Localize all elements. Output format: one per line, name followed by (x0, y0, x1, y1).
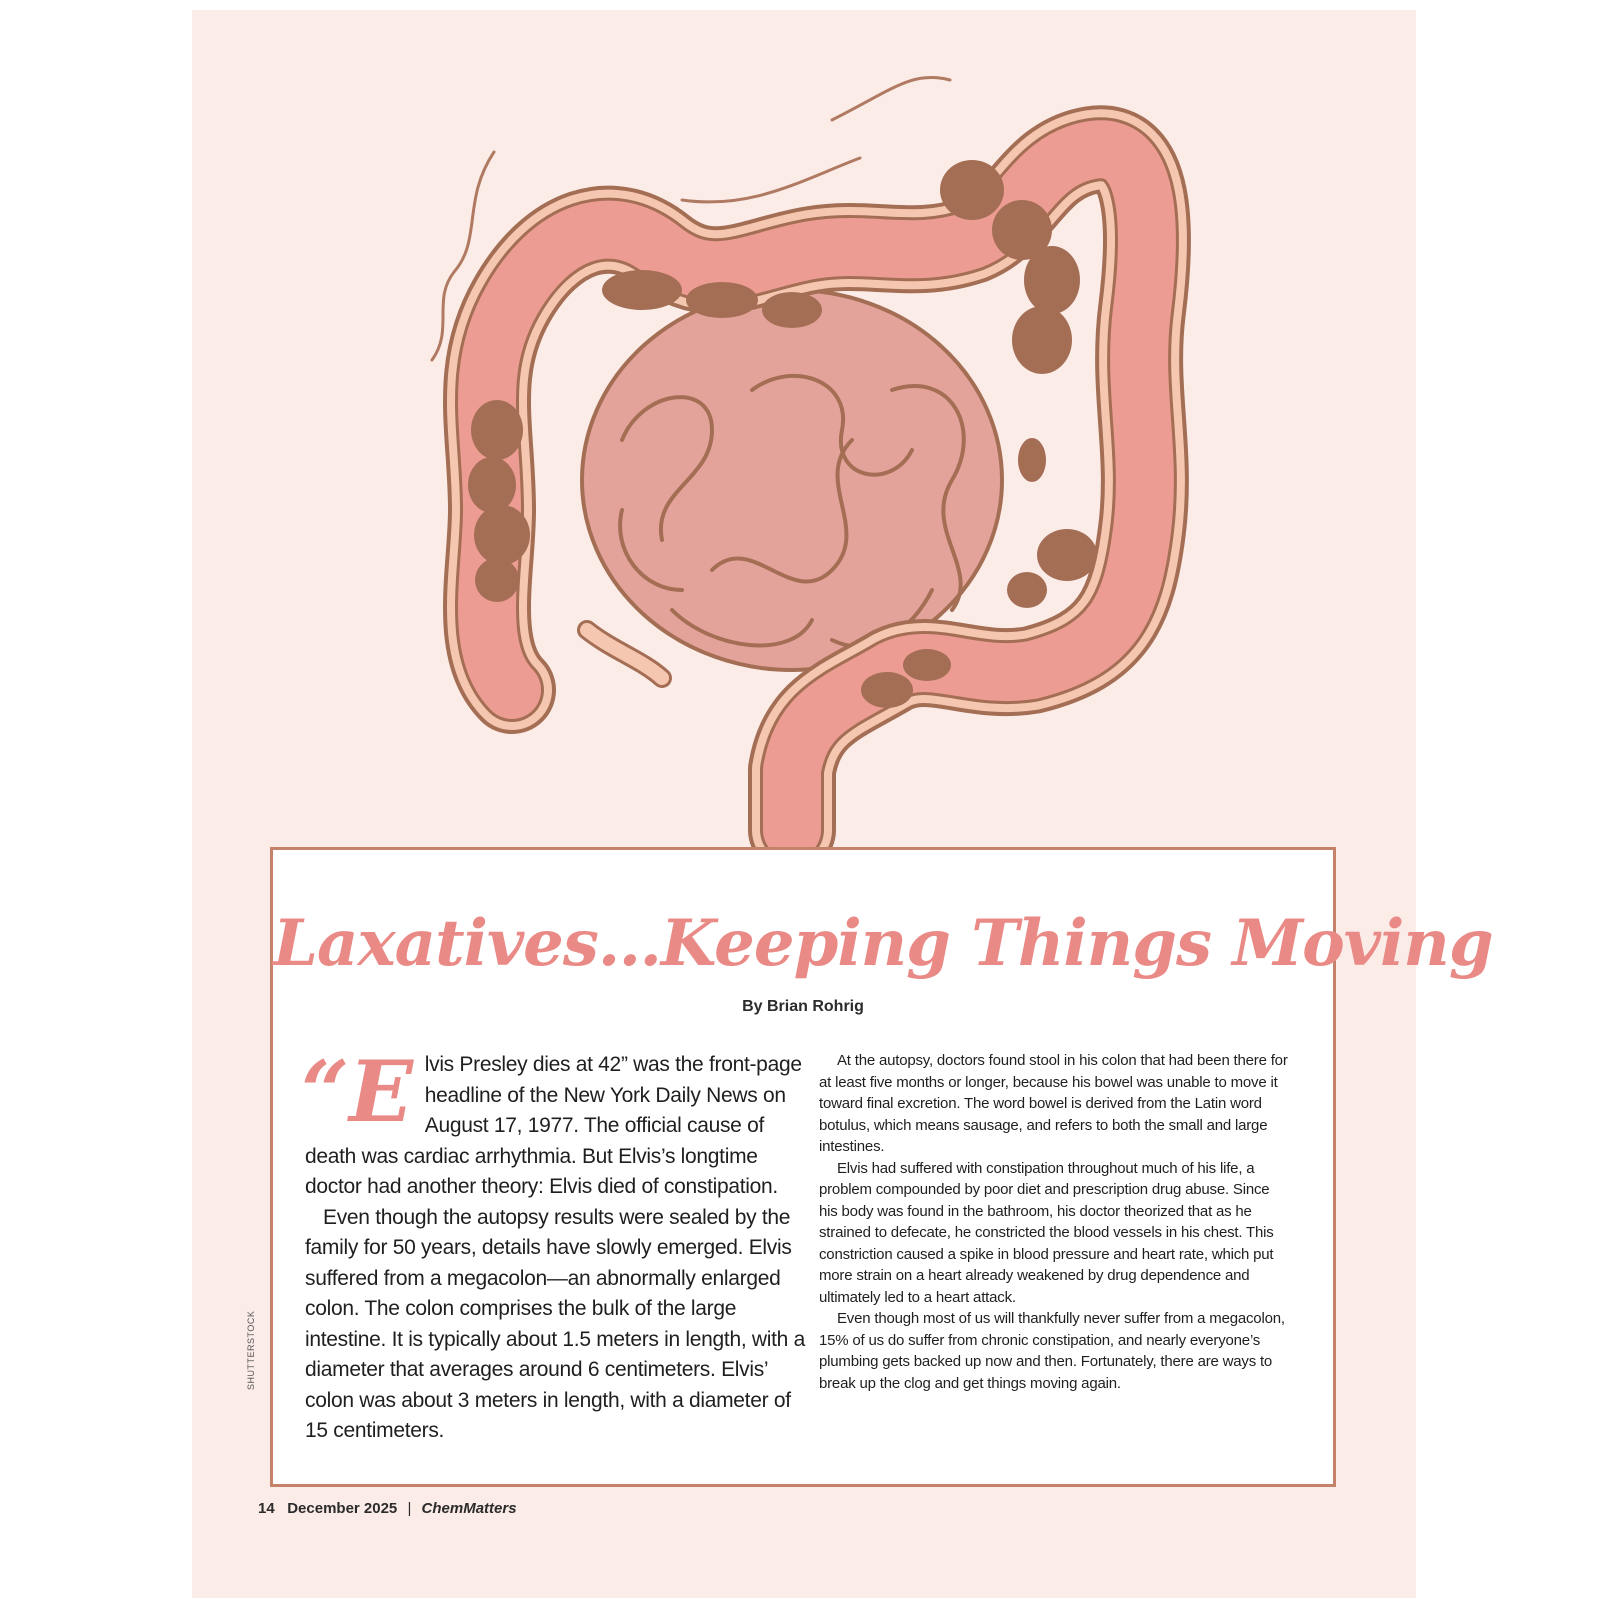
motion-line-top-1 (682, 158, 860, 202)
page-number: 14 (258, 1500, 275, 1517)
article-column-left (301, 1042, 805, 1447)
article-column-right (819, 1050, 1289, 1394)
paragraph: At the autopsy, doctors found stool in his colon that had been there for at least five months or longer, because his bowel was unable to move it toward final excretion. The word bowel is derived from the Latin word botulus, which means sausage, and refers to both the small and large intestines. (819, 1052, 1288, 1155)
issue-date: December 2025 (287, 1500, 398, 1517)
footer-separator: | (407, 1500, 412, 1517)
appendix (587, 630, 662, 678)
motion-line-top-2 (832, 77, 950, 120)
paragraph: Even though most of us will thankfully never suffer from a megacolon, 15% of us do suffer from chronic constipation, and nearly everyone’s plumbing gets backed up now and then. Fortunately, there are ways to break up the clog and get things moving again. (819, 1310, 1285, 1392)
magazine-page (192, 10, 1493, 1598)
article-title: Laxatives…Keeping Things Moving (273, 906, 1493, 981)
small-intestine (582, 290, 1002, 670)
page-footer (258, 1500, 517, 1517)
paragraph: Even though the autopsy results were sealed by the family for 50 years, details have slowly emerged. Elvis suffered from a megacolon—an abnormally enlarged colon. The colon comprises the bulk of the large intestine. It is typically about 1.5 meters in length, with a diameter that averages around 6 centimeters. Elvis’ colon was about 3 meters in length, with a diameter of 15 centimeters. (305, 1205, 805, 1442)
article-box (270, 847, 1493, 1487)
magazine-name: ChemMatters (421, 1500, 517, 1517)
paragraph: Elvis had suffered with constipation throughout much of his life, a problem compounded by poor diet and prescription drug abuse. Since his body was found in the bathroom, his doctor theorized that as he strained to defecate, he constricted the blood vessels in his chest. This constriction caused a spike in blood pressure and heart rate, which put more strain on a heart already weakened by drug dependence and ultimately led to a heart attack. (819, 1159, 1274, 1306)
intestines-illustration (192, 10, 1416, 860)
drop-cap: “E (301, 1042, 413, 1141)
paragraph: “Elvis Presley dies at 42” was the front-page headline of the New York Daily News on August 17, 1977. The official cause of death was cardiac arrhythmia. But Elvis’s longtime doctor had another theory: Elvis died of constipation. (301, 1042, 802, 1198)
photo-credit: SHUTTERSTOCK (246, 1310, 256, 1390)
byline: By Brian Rohrig (742, 998, 864, 1015)
